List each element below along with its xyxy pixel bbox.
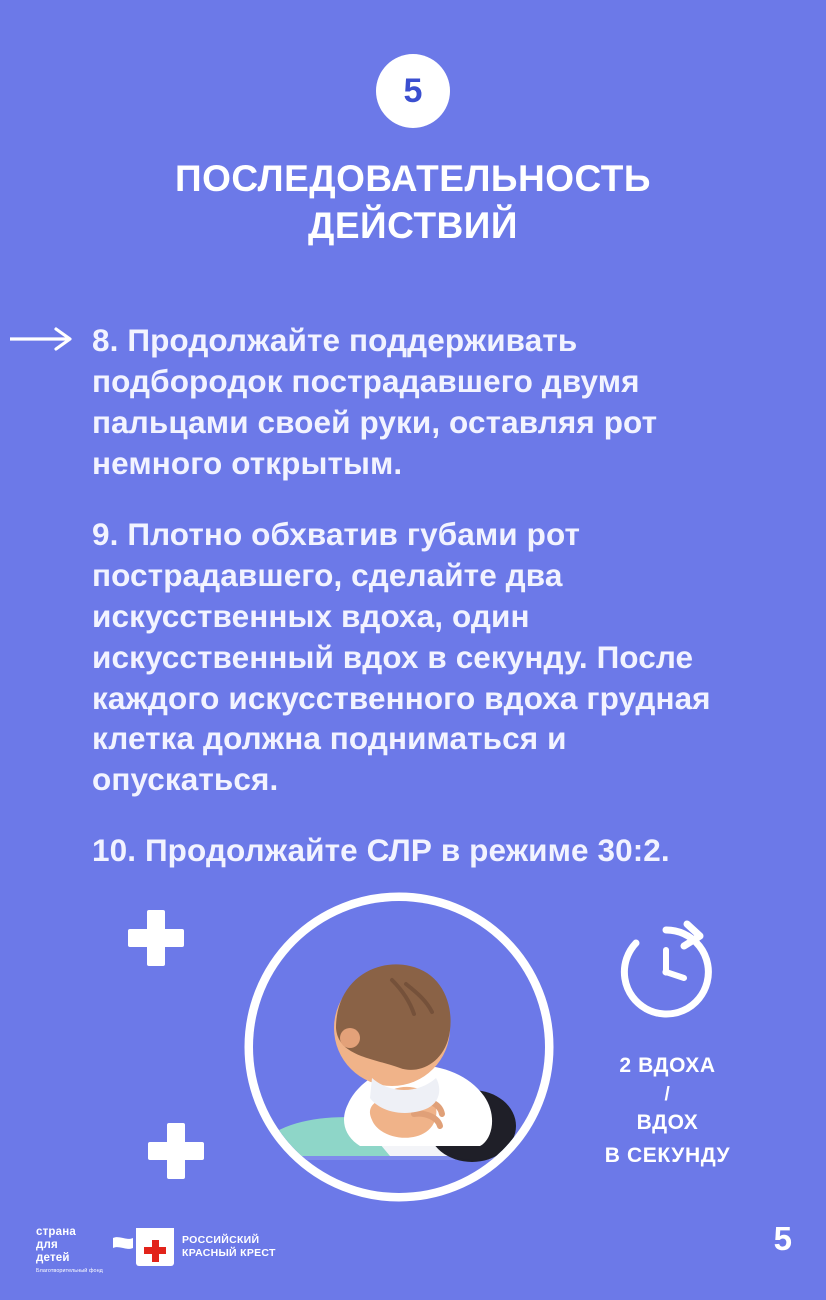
clock-caption-line2: ВДОХ [636,1111,699,1135]
logo-sd-line3: детей [36,1251,70,1264]
page-title-line1: ПОСЛЕДОВАТЕЛЬНОСТЬ [174,158,652,199]
step-item-9: 9. Плотно обхватив губами рот пострадавшего, сделайте два искусственных вдоха, один искусственный вдох в секунду. После каждого искусственного вдоха грудная клетка должна подниматься и опускаться. [92,515,711,798]
logo-sd-line2: для [36,1238,58,1251]
clock-caption-line3: В СЕКУНДУ [604,1143,731,1167]
step-badge [376,54,450,128]
flag-icon [109,1234,135,1265]
rescue-breathing-illustration [240,888,558,1206]
arrow-right-icon [10,327,76,351]
logo-rkk-line1: РОССИЙСКИЙ [182,1233,260,1246]
medical-cross-icon [148,1123,204,1179]
logo-sd-line1: страна [36,1226,76,1238]
medical-cross-icon [128,910,184,966]
clock-icon [614,920,718,1024]
red-cross-icon [136,1228,174,1266]
step-badge-number: 5 [403,72,423,110]
illustration-area [0,880,826,1210]
footer [0,1208,826,1300]
clock-caption [560,1050,775,1172]
page-number: 5 [773,1220,792,1257]
logo-sd-subtitle: Благотворительный фонд [36,1267,103,1274]
step-item-10: 10. Продолжайте СЛР в режиме 30:2. [92,832,670,869]
logo-russian-red-cross [136,1228,276,1266]
logo-strana-dlya-detey [36,1226,135,1274]
clock-caption-line1: 2 ВДОХА [619,1054,716,1077]
page-title-line2: ДЕЙСТВИЙ [308,205,518,247]
step-item-8: 8. Продолжайте поддерживать подбородок пострадавшего двумя пальцами своей руки, оставляя рот немного открытым. [92,322,658,481]
steps-list [92,320,756,871]
logo-rkk-line2: КРАСНЫЙ КРЕСТ [182,1247,276,1259]
clock-caption-separator: / [664,1083,671,1105]
page-title [0,155,826,250]
